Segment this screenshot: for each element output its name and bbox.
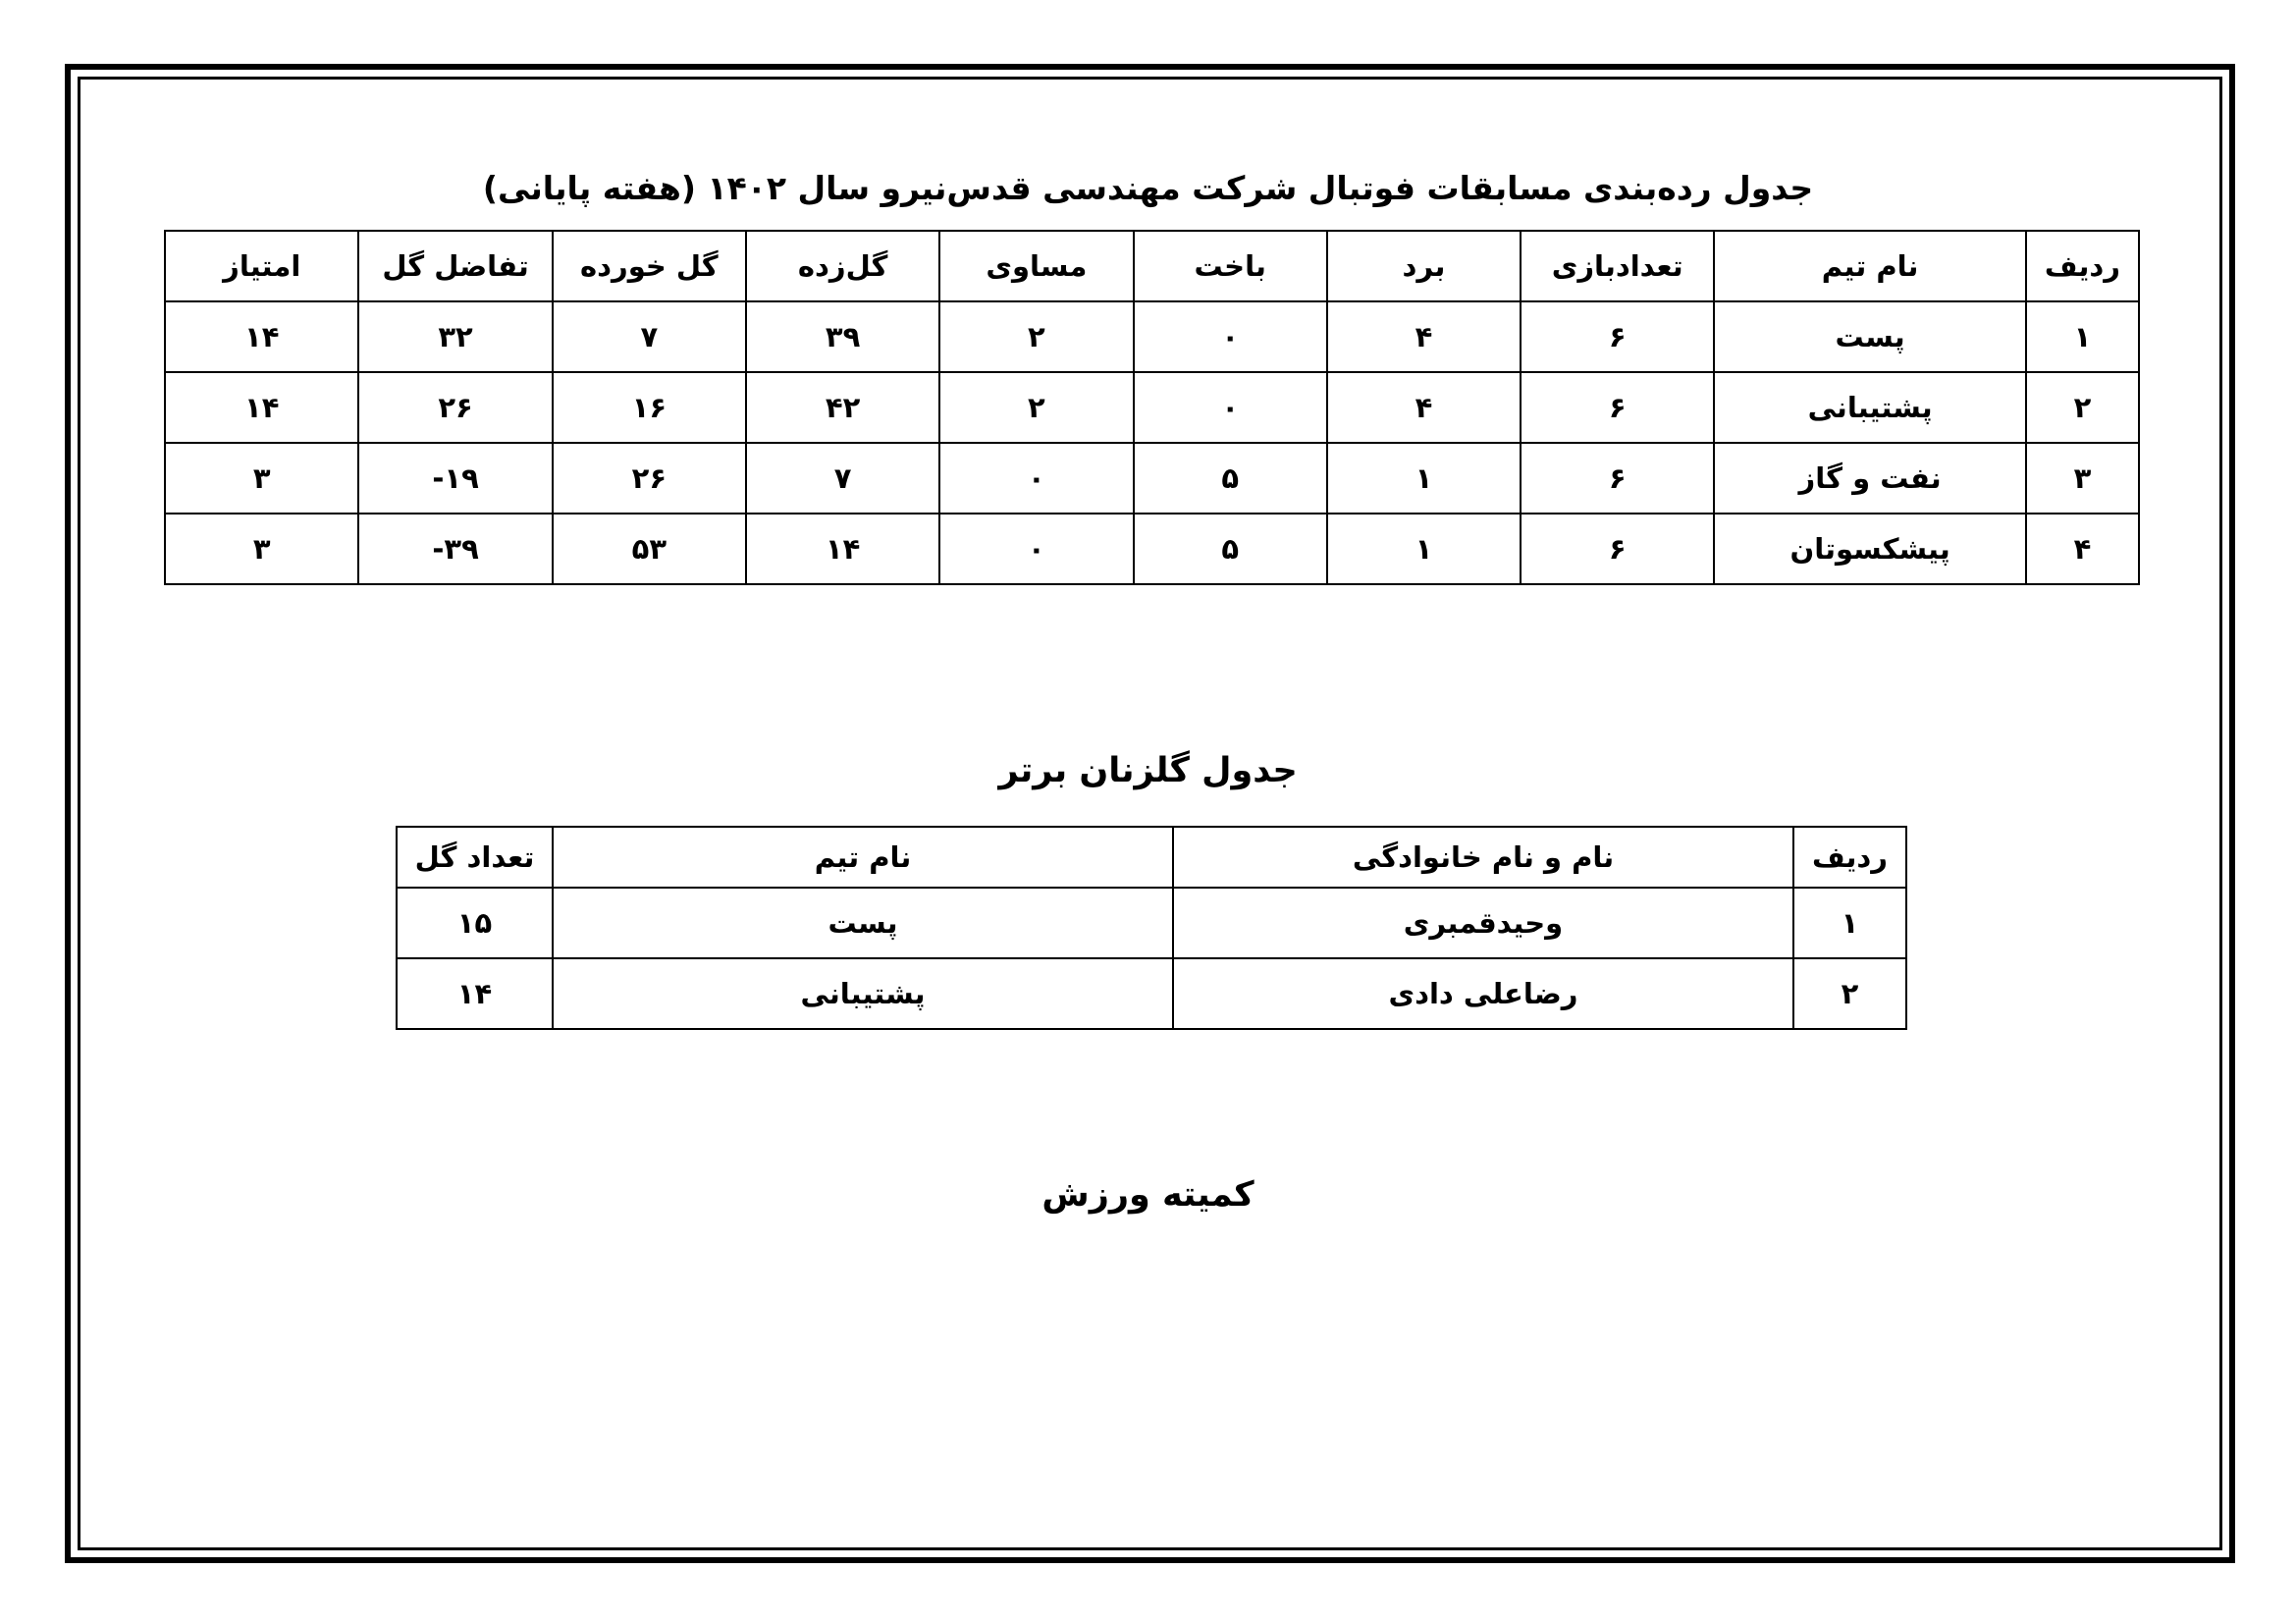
cell-losses: ۵ xyxy=(1134,514,1327,584)
header-wins: برد xyxy=(1327,231,1521,301)
cell-team: نفت و گاز xyxy=(1714,443,2025,514)
goal-difference-value: -۳۹ xyxy=(432,532,479,566)
table-row xyxy=(165,443,2139,514)
cell-points: ۱۴ xyxy=(165,372,358,443)
cell-played: ۶ xyxy=(1521,443,1714,514)
cell-goals-against: ۵۳ xyxy=(553,514,746,584)
header-rank: ردیف xyxy=(1793,827,1906,888)
cell-wins: ۱ xyxy=(1327,443,1521,514)
cell-goal-difference: ۳۲ xyxy=(358,301,552,372)
cell-goal-difference xyxy=(358,514,552,584)
cell-points: ۳ xyxy=(165,443,358,514)
header-goals-against: گل خورده xyxy=(553,231,746,301)
cell-wins: ۴ xyxy=(1327,372,1521,443)
table-row xyxy=(397,888,1906,958)
cell-player-name: رضاعلی دادی xyxy=(1173,958,1793,1029)
cell-rank: ۲ xyxy=(2026,372,2139,443)
cell-team: پشتیبانی xyxy=(553,958,1173,1029)
cell-player-name: وحیدقمبری xyxy=(1173,888,1793,958)
cell-goals-for: ۴۲ xyxy=(746,372,939,443)
cell-goal-difference: ۲۶ xyxy=(358,372,552,443)
cell-rank: ۲ xyxy=(1793,958,1906,1029)
goal-difference-value: -۱۹ xyxy=(432,461,479,495)
cell-draws: ۲ xyxy=(939,301,1133,372)
cell-draws: ۰ xyxy=(939,514,1133,584)
cell-goals-for: ۱۴ xyxy=(746,514,939,584)
header-points: امتیاز xyxy=(165,231,358,301)
committee-signature: کمیته ورزش xyxy=(1041,1175,1255,1215)
cell-draws: ۰ xyxy=(939,443,1133,514)
cell-team: پست xyxy=(1714,301,2025,372)
header-goal-difference: تفاضل گل xyxy=(358,231,552,301)
cell-goals-against: ۱۶ xyxy=(553,372,746,443)
cell-played: ۶ xyxy=(1521,301,1714,372)
header-losses: باخت xyxy=(1134,231,1327,301)
standings-title: جدول رده‌بندی مسابقات فوتبال شرکت مهندسی قدس‌نیرو سال ۱۴۰۲ (هفته پایانی) xyxy=(482,169,1814,207)
scorers-title: جدول گلزنان برتر xyxy=(998,751,1298,790)
cell-losses: ۰ xyxy=(1134,372,1327,443)
header-goal-count: تعداد گل xyxy=(397,827,553,888)
cell-rank: ۴ xyxy=(2026,514,2139,584)
cell-points: ۳ xyxy=(165,514,358,584)
cell-goals-against: ۷ xyxy=(553,301,746,372)
cell-team: پشتیبانی xyxy=(1714,372,2025,443)
table-row xyxy=(165,514,2139,584)
cell-played: ۶ xyxy=(1521,372,1714,443)
cell-goals-for: ۳۹ xyxy=(746,301,939,372)
cell-losses: ۰ xyxy=(1134,301,1327,372)
cell-goals-for: ۷ xyxy=(746,443,939,514)
cell-team: پست xyxy=(553,888,1173,958)
standings-table xyxy=(164,230,2140,585)
header-team: نام تیم xyxy=(1714,231,2025,301)
cell-losses: ۵ xyxy=(1134,443,1327,514)
cell-team: پیشکسوتان xyxy=(1714,514,2025,584)
scorers-header-row xyxy=(397,827,1906,888)
table-row xyxy=(165,372,2139,443)
table-row xyxy=(165,301,2139,372)
cell-goals-against: ۲۶ xyxy=(553,443,746,514)
standings-header-row xyxy=(165,231,2139,301)
cell-goal-count: ۱۵ xyxy=(397,888,553,958)
header-draws: مساوی xyxy=(939,231,1133,301)
cell-played: ۶ xyxy=(1521,514,1714,584)
table-row xyxy=(397,958,1906,1029)
header-rank: ردیف xyxy=(2026,231,2139,301)
cell-goal-difference xyxy=(358,443,552,514)
cell-rank: ۱ xyxy=(1793,888,1906,958)
cell-rank: ۳ xyxy=(2026,443,2139,514)
cell-points: ۱۴ xyxy=(165,301,358,372)
scorers-table xyxy=(396,826,1907,1030)
header-team: نام تیم xyxy=(553,827,1173,888)
header-goals-for: گل‌زده xyxy=(746,231,939,301)
cell-wins: ۱ xyxy=(1327,514,1521,584)
cell-draws: ۲ xyxy=(939,372,1133,443)
cell-rank: ۱ xyxy=(2026,301,2139,372)
cell-wins: ۴ xyxy=(1327,301,1521,372)
header-played: تعدادبازی xyxy=(1521,231,1714,301)
header-player-name: نام و نام خانوادگی xyxy=(1173,827,1793,888)
cell-goal-count: ۱۴ xyxy=(397,958,553,1029)
